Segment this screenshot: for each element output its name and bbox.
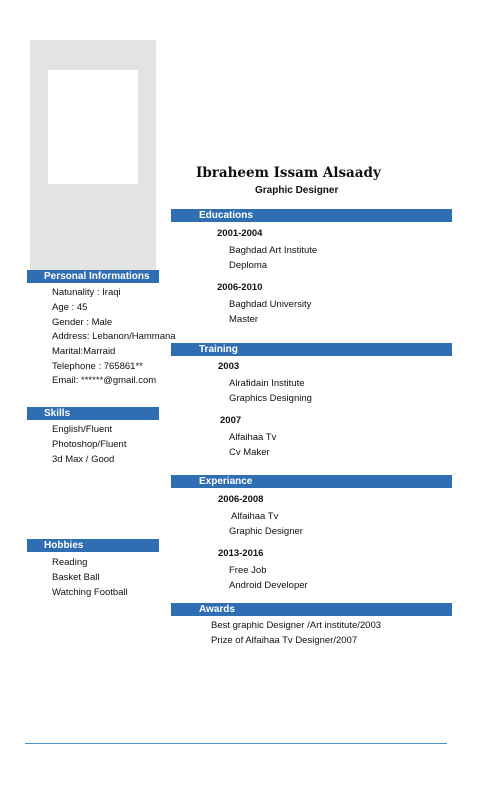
candidate-name: Ibraheem Issam Alsaady bbox=[196, 165, 381, 181]
experiance-header: Experiance bbox=[171, 475, 452, 488]
hobby-item: Watching Football bbox=[52, 587, 128, 598]
profile-photo-placeholder bbox=[48, 70, 138, 184]
training-years: 2007 bbox=[220, 415, 242, 426]
education-detail: Deploma bbox=[229, 260, 268, 271]
awards-header: Awards bbox=[171, 603, 452, 616]
footer-divider bbox=[25, 743, 447, 744]
training-detail: Cv Maker bbox=[229, 447, 270, 458]
education-years: 2006-2010 bbox=[217, 282, 263, 293]
skills-header: Skills bbox=[27, 407, 159, 420]
experiance-years: 2013-2016 bbox=[218, 548, 264, 559]
education-years: 2001-2004 bbox=[217, 228, 263, 239]
experiance-detail: Graphic Designer bbox=[229, 526, 303, 537]
personal-informations-header: Personal Informations bbox=[27, 270, 159, 283]
skill-item: Photoshop/Fluent bbox=[52, 439, 127, 450]
personal-telephone: Telephone : 765861** bbox=[52, 361, 143, 372]
award-item: Best graphic Designer /Art institute/2003 bbox=[211, 620, 382, 631]
training-years: 2003 bbox=[218, 361, 240, 372]
hobbies-header: Hobbies bbox=[27, 539, 159, 552]
personal-email: Email: ******@gmail.com bbox=[52, 375, 157, 386]
education-place: Baghdad Art Institute bbox=[229, 245, 318, 256]
training-place: Alfaihaa Tv bbox=[229, 432, 277, 443]
experiance-place: Alfaihaa Tv bbox=[231, 511, 279, 522]
personal-age: Age : 45 bbox=[52, 302, 88, 313]
skill-item: English/Fluent bbox=[52, 424, 113, 435]
personal-marital: Marital:Marraid bbox=[52, 346, 116, 357]
training-place: Alrafidain Institute bbox=[229, 378, 305, 389]
education-place: Baghdad University bbox=[229, 299, 312, 310]
training-header: Training bbox=[171, 343, 452, 356]
award-item: Prize of Alfaihaa Tv Designer/2007 bbox=[211, 635, 358, 646]
experiance-place: Free Job bbox=[229, 565, 267, 576]
skill-item: 3d Max / Good bbox=[52, 454, 115, 465]
education-detail: Master bbox=[229, 314, 259, 325]
training-detail: Graphics Designing bbox=[229, 393, 312, 404]
educations-header: Educations bbox=[171, 209, 452, 222]
personal-gender: Gender : Male bbox=[52, 317, 113, 328]
experiance-detail: Android Developer bbox=[229, 580, 308, 591]
personal-nationality: Natunality : Iraqi bbox=[52, 287, 121, 298]
hobby-item: Basket Ball bbox=[52, 572, 100, 583]
personal-address: Address: Lebanon/Hammana bbox=[52, 331, 176, 342]
candidate-job-title: Graphic Designer bbox=[255, 185, 339, 196]
experiance-years: 2006-2008 bbox=[218, 494, 264, 505]
hobby-item: Reading bbox=[52, 557, 88, 568]
